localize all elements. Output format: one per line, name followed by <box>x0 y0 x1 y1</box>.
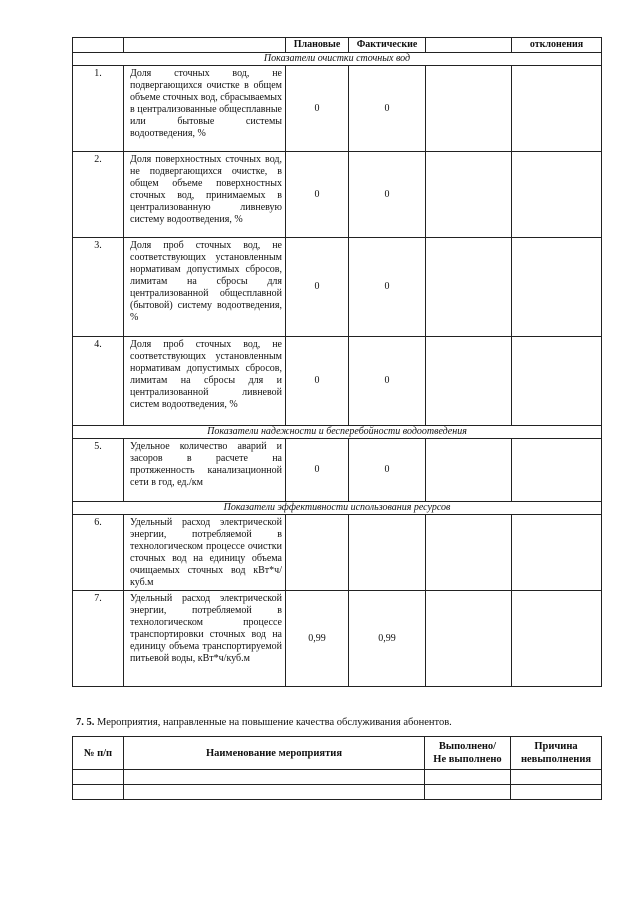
row-description: Удельное количество аварий и засоров в расчете на протяженность канализационной сети в год, ед./км <box>124 439 286 502</box>
table-row <box>73 238 602 337</box>
section-title: Показатели эффективности использования ресурсов <box>73 502 602 515</box>
row-number: 5. <box>73 439 124 502</box>
row-plan-value: 0 <box>286 238 349 337</box>
empty-cell <box>511 785 602 800</box>
row-number: 6. <box>73 515 124 591</box>
row-description: Удельный расход электрической энергии, потребляемой в технологическом процессе транспортировки сточных вод на единицу объема транспортируемой питьевой воды, кВт*ч/куб.м <box>124 591 286 687</box>
header-done-line2: Не выполнено <box>433 754 502 765</box>
header-done-cell <box>425 737 511 770</box>
row-description: Доля сточных вод, не подвергающихся очистке в общем объеме сточных вод, сбрасываемых в централизованные общесплавные или бытовые системы водоотведения, % <box>124 66 286 152</box>
header-reason-line1: Причина <box>534 741 578 752</box>
header-reason-line2: невыполнения <box>520 754 592 765</box>
row-diff-cell <box>426 337 512 426</box>
row-diff-cell <box>426 515 512 591</box>
row-description: Доля проб сточных вод, не соответствующих установленным нормативам допустимых сбросов, лимитам на сбросы для централизованной общесплавной (бытовой) систему водоотведения, % <box>124 238 286 337</box>
empty-cell <box>124 785 425 800</box>
row-fact-value <box>349 515 426 591</box>
row-description: Доля поверхностных сточных вод, не подвергающихся очистке, в общем объеме поверхностных сточных вод, принимаемых в централизованную ливневую систему водоотведения, % <box>124 152 286 238</box>
row-fact-value: 0 <box>349 337 426 426</box>
header-num-cell: № п/п <box>73 737 124 770</box>
section-row <box>73 426 602 439</box>
row-plan-value: 0,99 <box>286 591 349 687</box>
row-fact-value: 0 <box>349 238 426 337</box>
table-row <box>73 770 602 785</box>
row-number: 1. <box>73 66 124 152</box>
row-plan-value <box>286 515 349 591</box>
indicators-header-row <box>73 38 602 53</box>
row-reason-cell <box>512 439 602 502</box>
section-row <box>73 502 602 515</box>
table-row <box>73 66 602 152</box>
row-description: Доля проб сточных вод, не соответствующих установленным нормативам допустимых сбросов, лимитам на сбросы для и централизованной ливневой систем водоотведения, % <box>124 337 286 426</box>
row-fact-value: 0 <box>349 66 426 152</box>
row-reason-cell <box>512 238 602 337</box>
indicators-table <box>72 37 602 687</box>
row-diff-cell <box>426 238 512 337</box>
row-number: 7. <box>73 591 124 687</box>
header-num-cell <box>73 38 124 53</box>
measures-table <box>72 736 602 800</box>
row-reason-cell <box>512 66 602 152</box>
empty-cell <box>73 770 124 785</box>
row-number: 2. <box>73 152 124 238</box>
header-done-line1: Выполнено/ <box>438 741 497 752</box>
section-title: Показатели очистки сточных вод <box>73 53 602 66</box>
table-row <box>73 591 602 687</box>
table-row <box>73 515 602 591</box>
section-number: 7. 5. <box>76 717 95 728</box>
row-diff-cell <box>426 591 512 687</box>
empty-cell <box>425 785 511 800</box>
empty-cell <box>511 770 602 785</box>
header-fact-cell: Фактические <box>349 38 426 53</box>
row-fact-value: 0,99 <box>349 591 426 687</box>
row-reason-cell <box>512 152 602 238</box>
row-reason-cell <box>512 591 602 687</box>
section-title: Показатели надежности и бесперебойности водоотведения <box>73 426 602 439</box>
row-number: 4. <box>73 337 124 426</box>
header-name-cell <box>124 38 286 53</box>
header-reason-cell <box>511 737 602 770</box>
header-name-cell: Наименование мероприятия <box>124 737 425 770</box>
table-row <box>73 337 602 426</box>
row-plan-value: 0 <box>286 66 349 152</box>
row-fact-value: 0 <box>349 439 426 502</box>
row-fact-value: 0 <box>349 152 426 238</box>
empty-cell <box>425 770 511 785</box>
row-diff-cell <box>426 152 512 238</box>
empty-cell <box>73 785 124 800</box>
measures-header-row <box>73 737 602 770</box>
row-plan-value: 0 <box>286 337 349 426</box>
header-diff-cell <box>426 38 512 53</box>
row-plan-value: 0 <box>286 439 349 502</box>
header-reason-cell: отклонения <box>512 38 602 53</box>
row-plan-value: 0 <box>286 152 349 238</box>
row-description: Удельный расход электрической энергии, потребляемой в технологическом процессе очистки сточных вод на единицу объема очищаемых сточных вод кВт*ч/куб.м <box>124 515 286 591</box>
table-row <box>73 439 602 502</box>
header-plan-cell: Плановые <box>286 38 349 53</box>
row-number: 3. <box>73 238 124 337</box>
section-heading <box>76 717 452 728</box>
row-reason-cell <box>512 515 602 591</box>
row-diff-cell <box>426 66 512 152</box>
section-row <box>73 53 602 66</box>
row-diff-cell <box>426 439 512 502</box>
table-row <box>73 785 602 800</box>
empty-cell <box>124 770 425 785</box>
section-text: Мероприятия, направленные на повышение качества обслуживания абонентов. <box>97 717 452 728</box>
row-reason-cell <box>512 337 602 426</box>
table-row <box>73 152 602 238</box>
